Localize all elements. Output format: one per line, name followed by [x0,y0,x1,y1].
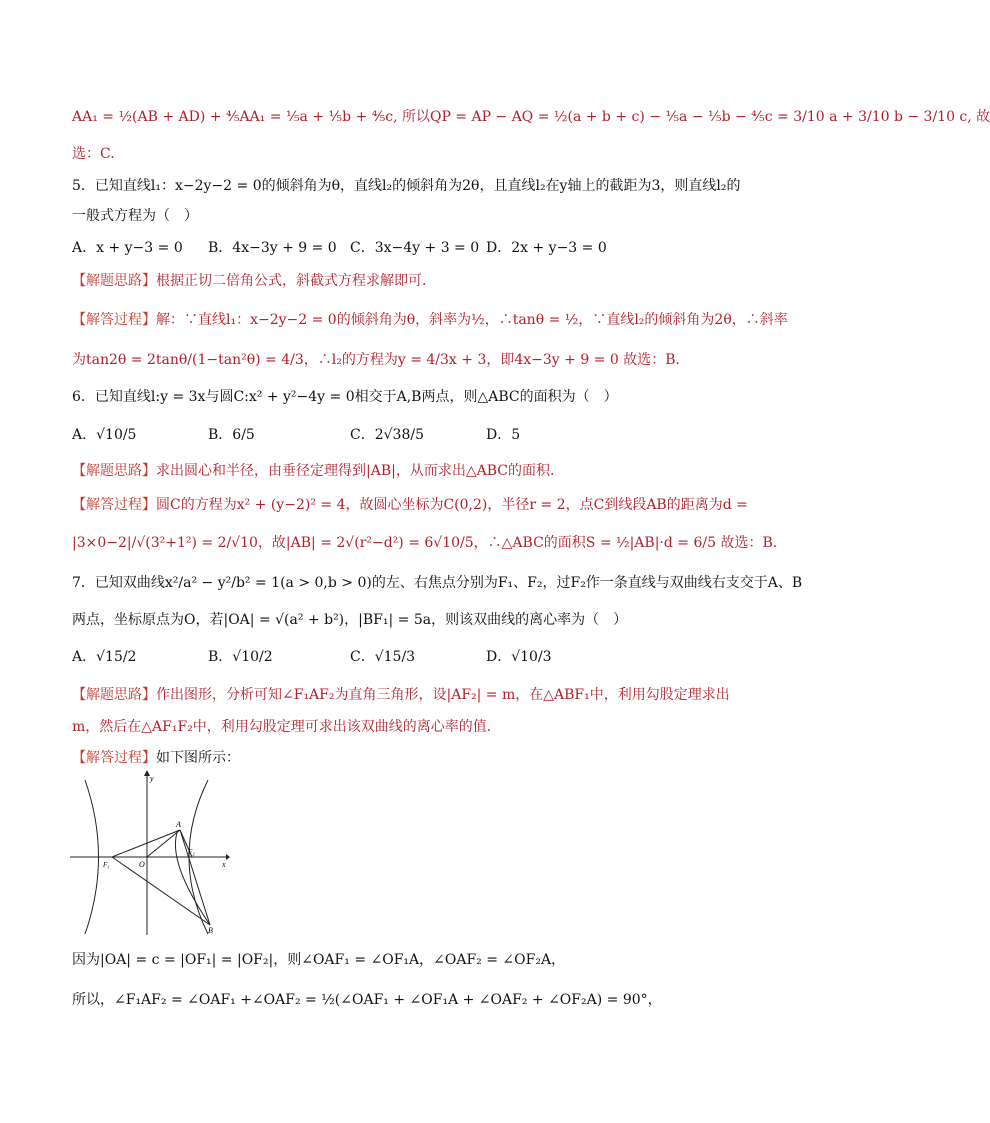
label-f1: F₁ [103,861,110,869]
thinking-text: 作出图形，分析可知∠F₁AF₂为直角三角形，设|AF₂| = m，在△ABF₁中，利用勾股定理求出 [156,687,730,703]
segment-ab [180,830,210,925]
option-c: C．3x−4y + 3 = 0 [350,240,480,256]
label-y: y [150,774,154,783]
x-axis-arrow-icon [226,854,230,860]
hyperbola-figure [70,770,230,935]
question-5-thinking [72,271,724,291]
process-text: 解：∵直线l₁：x−2y−2 = 0的倾斜角为θ，斜率为½，∴tanθ = ½，∵直线l₂的倾斜角为2θ，∴斜率 [156,312,788,328]
question-5-stem-cont: 一般式方程为（ ） [72,208,198,224]
derivation-line-1: 因为|OA| = c = |OF₁| = |OF₂|，则∠OAF₁ = ∠OF₁A，∠OAF₂ = ∠OF₂A， [72,952,566,968]
option-b: B．6/5 [208,427,255,443]
segment-f1b [112,857,210,925]
thinking-tag: 【解题思路】 [72,273,156,289]
label-a: A [176,820,181,829]
thinking-text: 求出圆心和半径，由垂径定理得到|AB|，从而求出△ABC的面积. [156,463,555,479]
option-a: A．x + y−3 = 0 [72,240,183,256]
question-7-thinking [72,685,730,705]
label-f2: F₂ [188,848,195,856]
label-b: B [208,926,213,935]
question-7-stem: 7．已知双曲线x²/a² − y²/b² = 1(a > 0,b > 0)的左、右焦点分别为F₁、F₂，过F₂作一条直线与双曲线右支交于A、B [72,575,803,591]
question-7-stem-cont: 两点，坐标原点为O，若|OA| = √(a² + b²)，|BF₁| = 5a，则该双曲线的离心率为（ ） [72,612,628,628]
question-6-process-cont: |3×0−2|/√(3²+1²) = 2/√10，故|AB| = 2√(r²−d²) = 6√10/5，∴△ABC的面积S = ½|AB|·d = 6/5 故选：B. [72,535,778,551]
segment-f1a [112,830,180,857]
question-6-thinking [72,461,724,481]
thinking-tag: 【解题思路】 [72,687,156,703]
process-tag: 【解答过程】 [72,497,156,513]
solution-line-aa1: AA₁ = ½(AB + AD) + ⅘AA₁ = ⅕a + ⅕b + ⅘c, 所以QP = AP − AQ = ½(a + b + c) − ⅕a − ⅕b − ⅘c = 3/10 a + 3/10 b − 3/10 c, 故 [72,109,990,125]
option-d: D．5 [486,427,521,443]
question-5-process-cont: 为tan2θ = 2tanθ/(1−tan²θ) = 4/3，∴l₂的方程为y = 4/3x + 3，即4x−3y + 9 = 0 故选：B. [72,352,680,368]
option-d: D．2x + y−3 = 0 [486,240,607,256]
option-c: C．2√38/5 [350,427,424,443]
thinking-tag: 【解题思路】 [72,463,156,479]
option-d: D．√10/3 [486,649,552,665]
question-7-thinking-cont: m，然后在△AF₁F₂中，利用勾股定理可求出该双曲线的离心率的值. [72,719,492,735]
process-text: 如下图所示： [156,750,240,766]
question-6-stem: 6．已知直线l:y = 3x与圆C:x² + y²−4y = 0相交于A,B两点，则△ABC的面积为（ ） [72,389,618,405]
process-text: 圆C的方程为x² + (y−2)² = 4，故圆心坐标为C(0,2)，半径r = 2，点C到线段AB的距离为d = [156,497,748,513]
option-c: C．√15/3 [350,649,416,665]
solution-line-answer-c: 选：C. [72,146,115,162]
label-o: O [139,860,145,869]
thinking-text: 根据正切二倍角公式，斜截式方程求解即可. [156,273,427,289]
right-branch-inner [175,830,210,925]
process-tag: 【解答过程】 [72,750,156,766]
option-a: A．√10/5 [72,427,137,443]
label-x: x [222,860,226,869]
question-5-process [72,310,788,330]
process-tag: 【解答过程】 [72,312,156,328]
question-5-stem: 5．已知直线l₁：x−2y−2 = 0的倾斜角为θ，直线l₂的倾斜角为2θ，且直线l₂在y轴上的截距为3，则直线l₂的 [72,178,741,194]
question-6-process [72,495,748,515]
derivation-line-2: 所以，∠F₁AF₂ = ∠OAF₁ +∠OAF₂ = ½(∠OAF₁ + ∠OF₁A + ∠OAF₂ + ∠OF₂A) = 90°， [72,992,662,1008]
option-b: B．4x−3y + 9 = 0 [208,240,337,256]
question-7-process [72,748,724,768]
option-b: B．√10/2 [208,649,273,665]
option-a: A．√15/2 [72,649,137,665]
